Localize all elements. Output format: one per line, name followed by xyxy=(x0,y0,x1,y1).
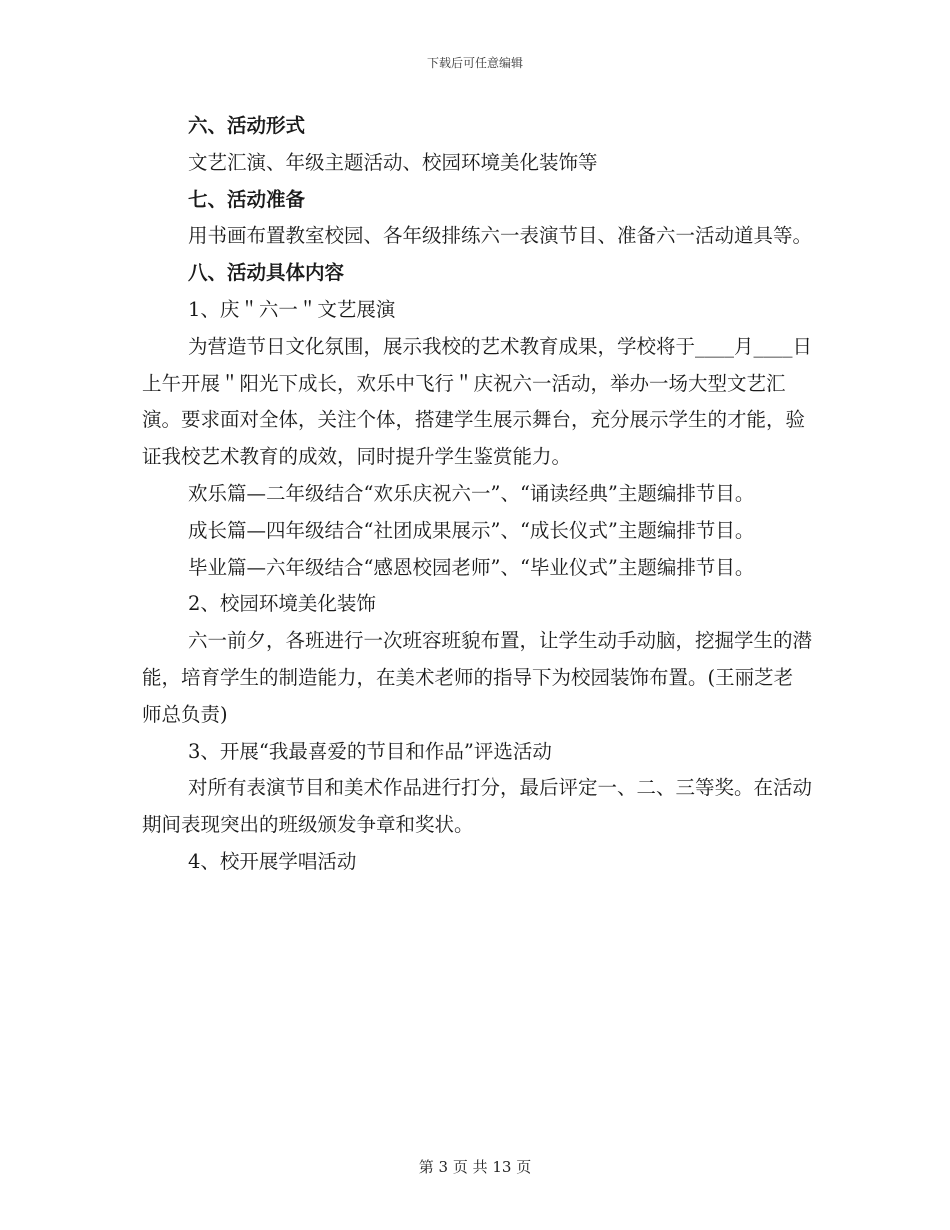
paragraph-campus-decoration: 六一前夕，各班进行一次班容班貌布置，让学生动手动脑，挖掘学生的潜能，培育学生的制造能力，在美术老师的指导下为校园装饰布置。(王丽芝老师总负责) xyxy=(142,629,813,726)
page-footer: 第 3 页 共 13 页 xyxy=(418,1158,532,1176)
document-body xyxy=(142,108,812,881)
subheading-selection-activity: 3、开展“我最喜爱的节目和作品”评选活动 xyxy=(188,739,552,763)
paragraph-selection-activity: 对所有表演节目和美术作品进行打分，最后评定一、二、三等奖。在活动期间表现突出的班级颁发争章和奖状。 xyxy=(142,776,813,837)
section-heading-activity-form: 六、活动形式 xyxy=(188,114,306,137)
paragraph-activity-prep: 用书画布置教室校园、各年级排练六一表演节目、准备六一活动道具等。 xyxy=(188,224,813,248)
paragraph-joy-chapter: 欢乐篇—二年级结合“欢乐庆祝六一”、“诵读经典”主题编排节目。 xyxy=(188,481,755,505)
subheading-singing-activity: 4、校开展学唱活动 xyxy=(188,849,357,873)
section-heading-activity-prep: 七、活动准备 xyxy=(188,187,306,211)
paragraph-performance: 为营造节日文化氛围，展示我校的艺术教育成果，学校将于____月____日上午开展＂阳光下成长，欢乐中飞行＂庆祝六一活动，举办一场大型文艺汇演。要求面对全体，关注个体，搭建学生展示舞台，充分展示学生的才能，验证我校艺术教育的成效，同时提升学生鉴赏能力。 xyxy=(142,334,813,469)
paragraph-activity-form: 文艺汇演、年级主题活动、校园环境美化装饰等 xyxy=(188,150,598,174)
paragraph-graduation-chapter: 毕业篇—六年级结合“感恩校园老师”、“毕业仪式”主题编排节目。 xyxy=(188,555,755,579)
subheading-campus-decoration: 2、校园环境美化装饰 xyxy=(188,592,376,616)
section-heading-activity-content: 八、活动具体内容 xyxy=(188,261,345,285)
header-note: 下载后可任意编辑 xyxy=(426,56,523,70)
subheading-performance: 1、庆＂六一＂文艺展演 xyxy=(188,297,396,321)
paragraph-growth-chapter: 成长篇—四年级结合“社团成果展示”、“成长仪式”主题编排节目。 xyxy=(188,518,755,542)
